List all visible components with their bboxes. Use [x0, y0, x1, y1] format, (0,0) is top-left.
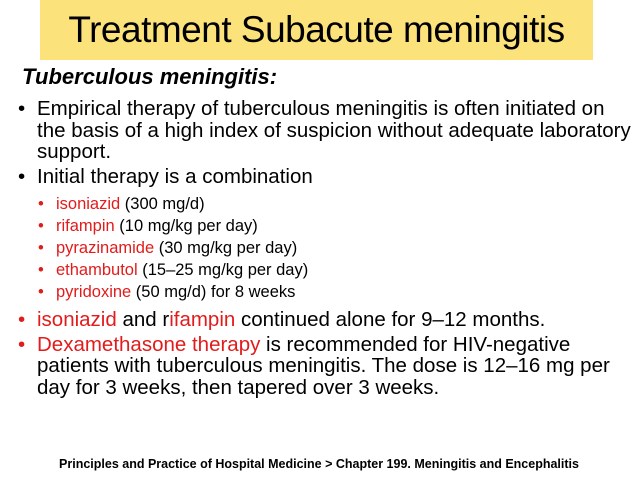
slide-title: Treatment Subacute meningitis [68, 9, 565, 50]
bullet-dot: • [18, 308, 26, 331]
bullet-empirical-therapy [16, 98, 632, 163]
drug-item-pyrazinamide [16, 237, 632, 259]
sub-bullet-dot: • [38, 283, 44, 301]
sub-bullet-dot: • [38, 195, 44, 213]
continuation-text: continued alone for 9–12 months. [235, 308, 546, 331]
title-banner [40, 0, 593, 60]
drug-name: isoniazid [56, 195, 121, 213]
drug-name: pyridoxine [56, 283, 132, 301]
slide-subtitle: Tuberculous meningitis: [22, 64, 278, 89]
drug-name: ethambutol [56, 261, 138, 279]
drug-dose: (30 mg/kg per day) [154, 239, 298, 257]
bullet-text: Empirical therapy of tuberculous meningitis is often initiated on the basis of a high index of suspicion without adequate laboratory support. [37, 97, 631, 163]
drug-dose: (15–25 mg/kg per day) [137, 261, 309, 279]
bullet-dexamethasone [16, 334, 632, 399]
drug-item-pyridoxine [16, 281, 632, 303]
drug-item-ethambutol [16, 259, 632, 281]
drug-name: pyrazinamide [56, 239, 155, 257]
drug-name-isoniazid: isoniazid [37, 308, 117, 331]
drug-dose: (10 mg/kg per day) [114, 217, 258, 235]
bullet-dot: • [18, 97, 26, 120]
drug-item-rifampin [16, 215, 632, 237]
continuation-and: and r [116, 308, 170, 331]
drug-dose: (300 mg/d) [120, 195, 205, 213]
drug-item-isoniazid [16, 193, 632, 215]
slide-content [16, 98, 632, 401]
bullet-text: Initial therapy is a combination [37, 164, 313, 188]
sub-bullet-dot: • [38, 217, 44, 235]
sub-bullet-dot: • [38, 261, 44, 279]
bullet-dot: • [18, 164, 26, 188]
sub-bullet-dot: • [38, 239, 44, 257]
dexamethasone-highlight: Dexamethasone therapy [37, 332, 261, 356]
drug-name-rifampin: ifampin [169, 308, 236, 331]
drug-list [16, 193, 632, 303]
dexamethasone-text: is recommended for HIV-negative patients with tuberculous meningitis. The dose is 12–16 mg per day for 3 weeks, then tapered over 3 weeks. [37, 332, 610, 399]
bullet-dot: • [18, 332, 26, 356]
drug-name: rifampin [56, 217, 115, 235]
drug-dose: (50 mg/d) for 8 weeks [131, 283, 296, 301]
bullet-continuation [16, 309, 632, 331]
source-footer: Principles and Practice of Hospital Medicine > Chapter 199. Meningitis and Encephalitis [59, 457, 579, 471]
bullet-initial-therapy [16, 166, 632, 188]
